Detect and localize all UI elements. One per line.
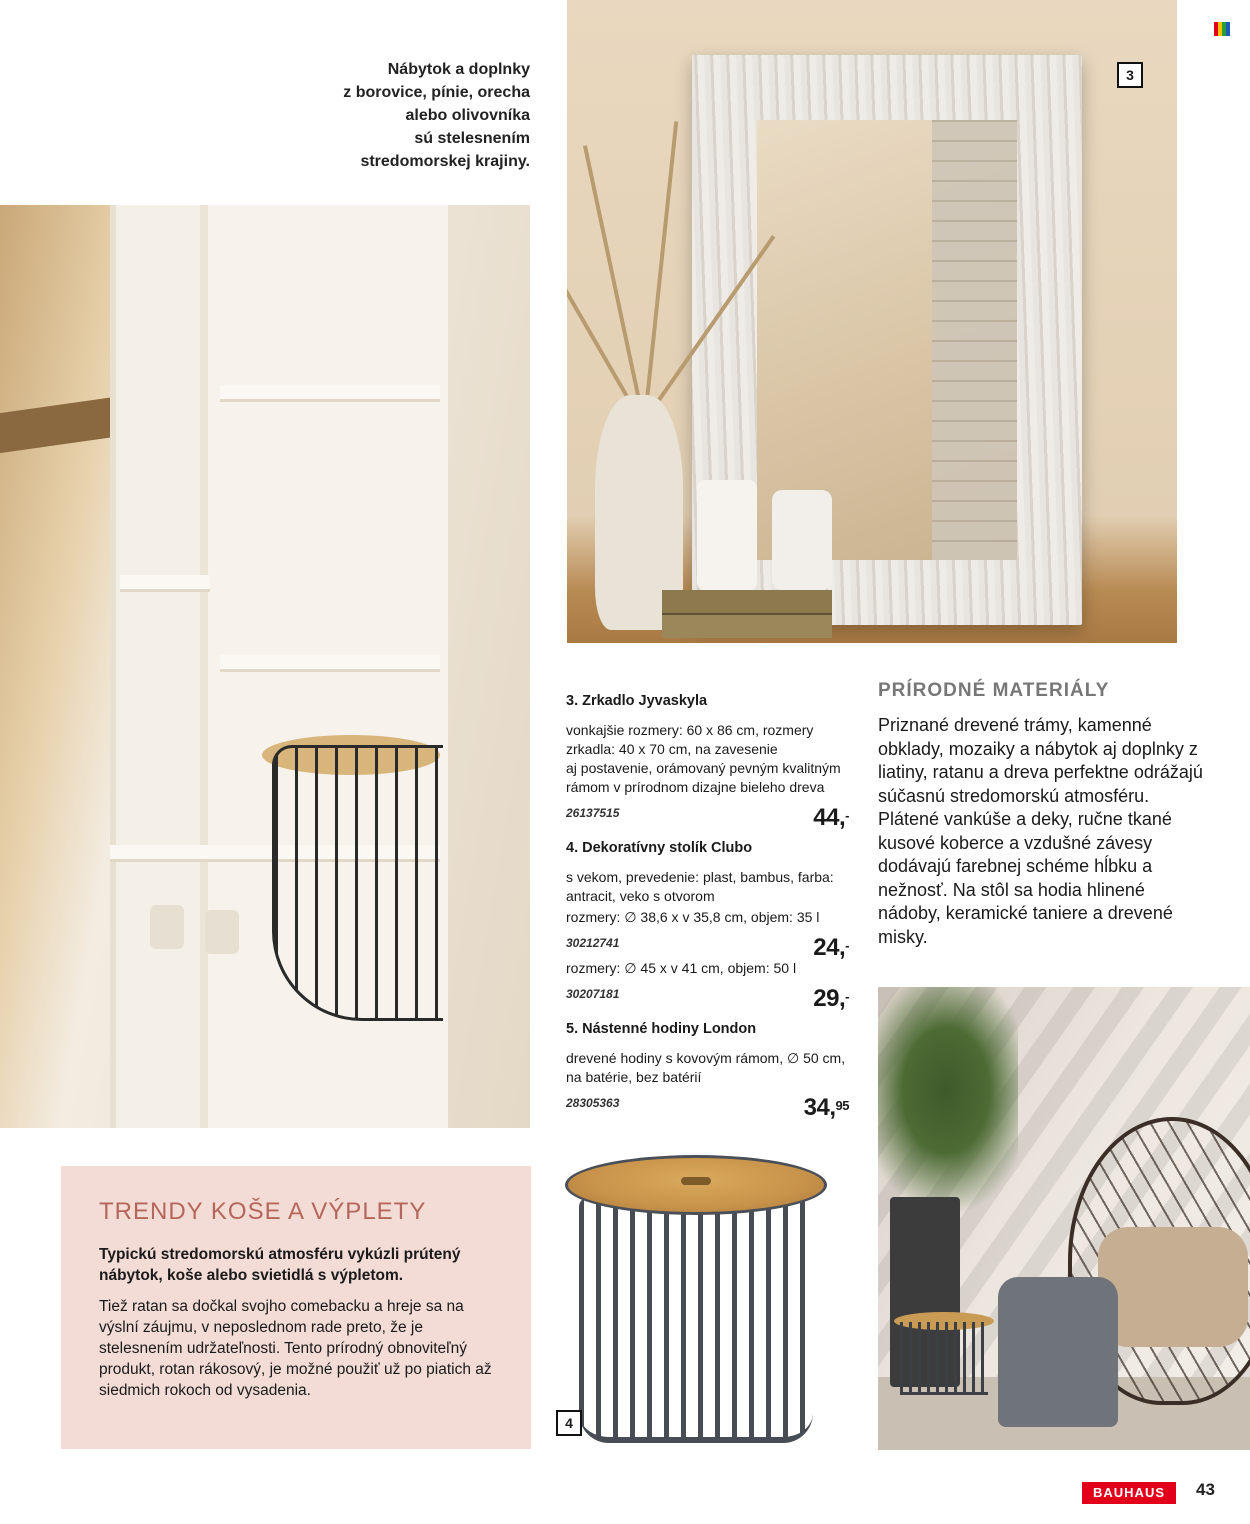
drawer-handle <box>150 905 184 949</box>
product-list <box>566 692 851 1129</box>
drawer-handle <box>205 910 239 954</box>
mosaic-reflection <box>932 120 1017 560</box>
wire-basket <box>272 745 443 1021</box>
price-row <box>566 978 851 1012</box>
product-title: 3. Zrkadlo Jyvaskyla <box>566 693 708 709</box>
white-vase <box>697 480 757 590</box>
interior-photo <box>878 987 1250 1450</box>
product-price <box>813 804 849 831</box>
mirror-photo <box>567 0 1177 643</box>
price-fraction: - <box>845 938 849 953</box>
page-number: 43 <box>1196 1480 1215 1499</box>
product-item <box>566 839 851 1012</box>
trend-body: Tiež ratan sa dočkal svojho comebacku a hreje sa na výslní záujmu, v neposlednom rade preto, že je stelesnením udržateľnosti. Tento prírodný obnoviteľný produkt, rotan rákosový, je možné použiť už po piatich až siedmich rokoch od vysadenia. <box>99 1298 492 1399</box>
intro-line: alebo olivovníka <box>405 107 530 124</box>
variant-size: rozmery: ∅ 38,6 x v 35,8 cm, objem: 35 l <box>566 909 820 925</box>
product-item <box>566 1020 851 1121</box>
product-price <box>813 934 849 961</box>
price-fraction: 95 <box>835 1098 849 1113</box>
palm-plant <box>878 987 1018 1217</box>
table-lid <box>565 1155 827 1215</box>
section-heading: PRÍRODNÉ MATERIÁLY <box>878 680 1110 701</box>
price-value: 29, <box>813 985 846 1012</box>
intro-text <box>230 58 530 173</box>
product-sku: 30207181 <box>566 987 620 1001</box>
blanket <box>998 1277 1118 1427</box>
price-value: 34, <box>803 1094 836 1121</box>
pampas-grass <box>583 145 641 400</box>
product-badge-3: 3 <box>1117 62 1143 88</box>
pampas-grass <box>645 121 678 400</box>
product-description: vonkajšie rozmery: 60 x 86 cm, rozmery zrkadla: 40 x 70 cm, na zavesenie aj postavenie, orámovaný pevným kvalitným rámom v prírodnom dizajne bieleho dreva <box>566 722 841 795</box>
materials-section <box>878 680 1208 949</box>
price-fraction: - <box>845 808 849 823</box>
intro-line: Nábytok a doplnky <box>387 61 530 78</box>
trend-heading: TRENDY KOŠE A VÝPLETY <box>99 1198 427 1225</box>
intro-line: sú stelesnením <box>414 130 530 147</box>
section-text: Priznané drevené trámy, kamenné obklady, mozaiky a nábytok aj doplnky z liatiny, ratanu a dreva perfektne odrážajú súčasnú stredomorskú atmosféru. Plátené vankúše a deky, ručne tkané kusové koberce a vzdušné závesy dodávajú farebnej schéme hĺbku a nežnosť. Na stôl sa hodia hlinené nádoby, keramické taniere a drevené misky. <box>878 715 1203 947</box>
price-fraction: - <box>845 989 849 1004</box>
product-sku: 30212741 <box>566 936 620 950</box>
shelf-board <box>220 385 440 402</box>
product-sku: 26137515 <box>566 806 620 820</box>
intro-line: z borovice, pínie, orecha <box>343 84 530 101</box>
product-price <box>813 985 849 1012</box>
shelf-board <box>220 655 440 672</box>
product-description: s vekom, prevedenie: plast, bambus, farba: antracit, veko s otvorom <box>566 869 834 904</box>
stolik-product-image <box>565 1155 827 1445</box>
price-row <box>566 1087 851 1121</box>
product-description: drevené hodiny s kovovým rámom, ∅ 50 cm, na batérie, bez batérií <box>566 1050 846 1085</box>
price-value: 44, <box>813 804 846 831</box>
product-price <box>803 1094 849 1121</box>
wooden-beam <box>0 397 115 453</box>
lid-opening <box>681 1177 711 1185</box>
chair-cushion <box>1098 1227 1248 1347</box>
books <box>662 590 832 638</box>
product-title: 4. Dekoratívny stolík Clubo <box>566 840 753 856</box>
price-row <box>566 797 851 831</box>
product-badge-4: 4 <box>556 1410 582 1436</box>
trend-lead: Typickú stredomorskú atmosféru vykúzli prútený nábytok, koše alebo svietidlá s výpletom. <box>99 1246 461 1284</box>
variant-size: rozmery: ∅ 45 x v 41 cm, objem: 50 l <box>566 960 797 976</box>
product-sku: 28305363 <box>566 1096 620 1110</box>
shelf-photo <box>0 205 530 1128</box>
color-marks-icon <box>1214 22 1232 36</box>
white-vase <box>772 490 832 590</box>
side-table <box>900 1322 988 1395</box>
brand-logo: BAUHAUS <box>1082 1482 1176 1504</box>
trend-box <box>61 1166 531 1449</box>
product-title: 5. Nástenné hodiny London <box>566 1021 757 1037</box>
pampas-grass <box>567 200 631 401</box>
shelf-board <box>120 575 210 592</box>
price-value: 24, <box>813 934 846 961</box>
table-basket-body <box>579 1197 813 1443</box>
intro-line: stredomorskej krajiny. <box>360 153 530 170</box>
price-row <box>566 927 851 961</box>
product-item <box>566 692 851 831</box>
